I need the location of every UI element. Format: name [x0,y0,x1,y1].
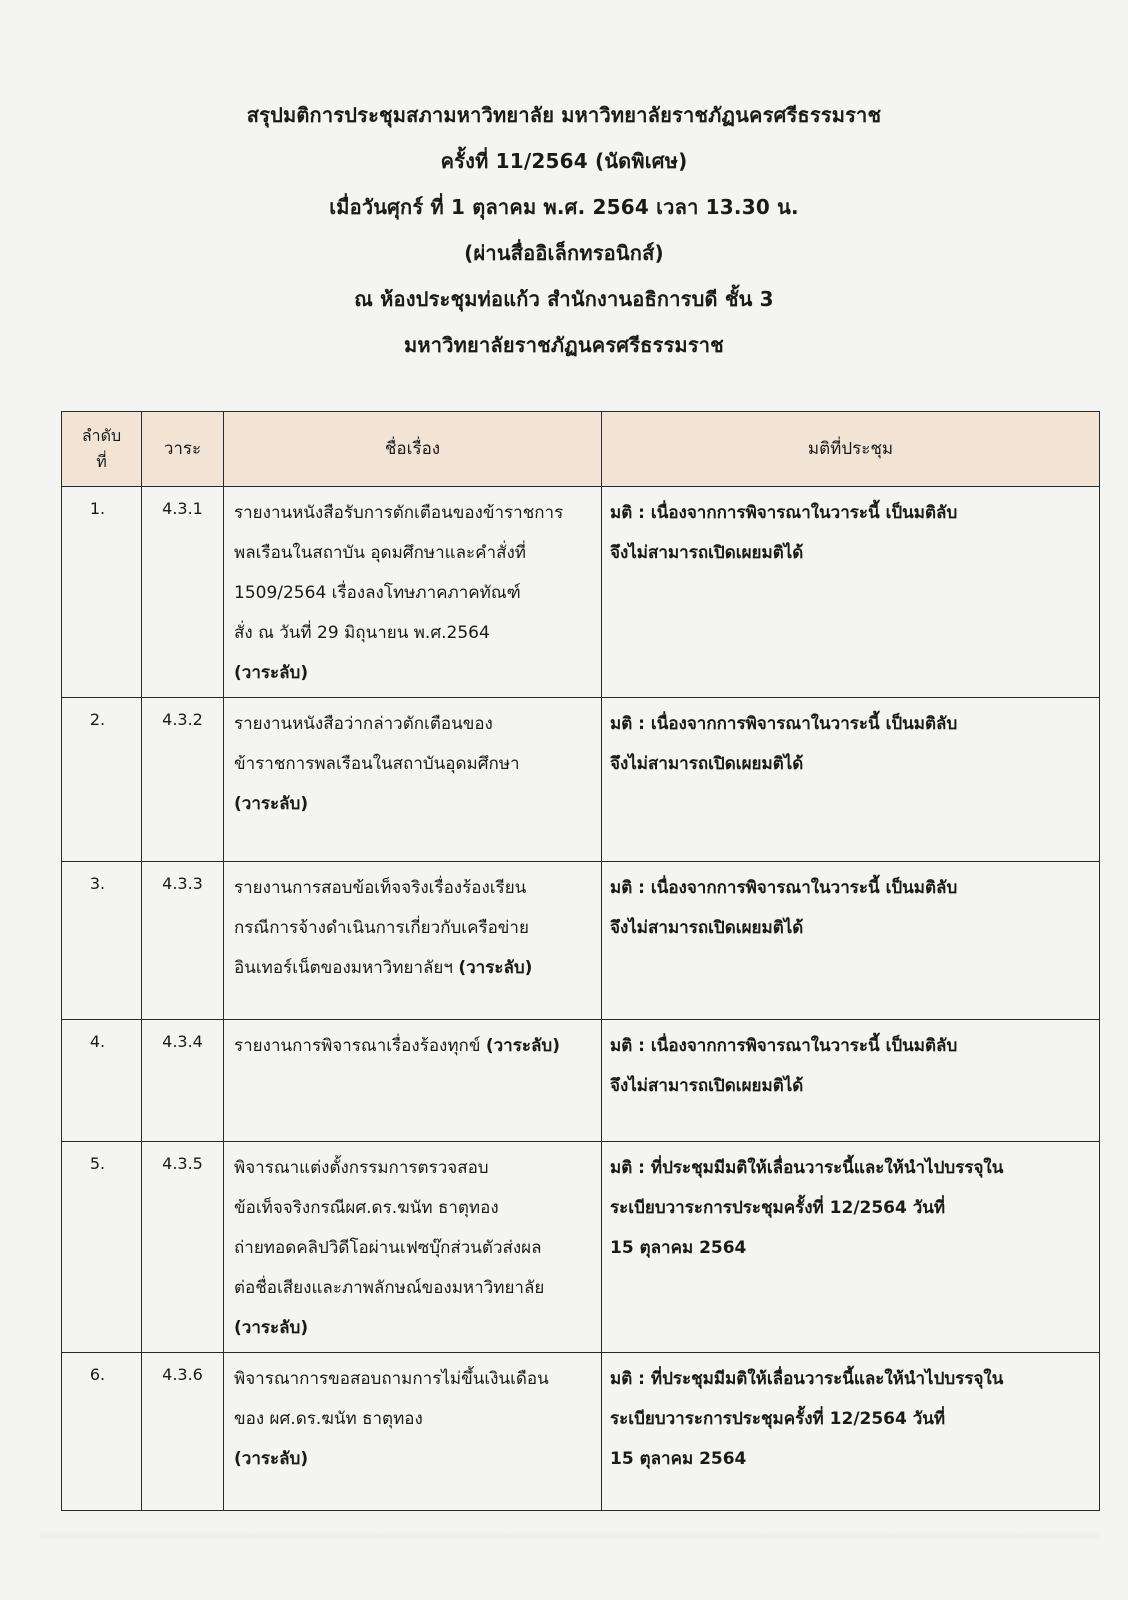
cell-order: 4. [62,1020,142,1142]
table-row [62,487,1100,698]
resolution-line: มติ : ที่ประชุมมีมติให้เลื่อนวาระนี้และให้นำไปบรรจุใน [610,1158,1004,1178]
secret-agenda-tag: (วาระลับ) [234,1318,309,1338]
header-title: ชื่อเรื่อง [224,412,602,487]
resolution-line: จึงไม่สามารถเปิดเผยมติได้ [610,918,804,938]
table-row [62,698,1100,862]
header-order-line1: ลำดับ [81,426,122,445]
title-line: รายงานหนังสือรับการตักเตือนของข้าราชการ [234,503,564,523]
table-row [62,862,1100,1020]
cell-agenda: 4.3.5 [142,1142,224,1353]
secret-agenda-tag: (วาระลับ) [234,1449,309,1469]
header-line-1: สรุปมติการประชุมสภามหาวิทยาลัย มหาวิทยาลัยราชภัฏนครศรีธรรมราช [246,103,882,127]
resolution-line: จึงไม่สามารถเปิดเผยมติได้ [610,1076,804,1096]
resolution-line: จึงไม่สามารถเปิดเผยมติได้ [610,754,804,774]
cell-agenda: 4.3.6 [142,1353,224,1511]
secret-agenda-tag: (วาระลับ) [485,1036,560,1056]
title-line: 1509/2564 เรื่องลงโทษภาคภาคทัณฑ์ [234,583,521,603]
resolution-line: 15 ตุลาคม 2564 [610,1238,747,1258]
table-body [62,487,1100,1511]
cell-resolution [602,1020,1100,1142]
header-agenda: วาระ [142,412,224,487]
cell-resolution [602,698,1100,862]
header-line-4: (ผ่านสื่ออิเล็กทรอนิกส์) [464,241,664,265]
cell-agenda: 4.3.2 [142,698,224,862]
cell-agenda: 4.3.1 [142,487,224,698]
cell-resolution [602,862,1100,1020]
header-line-6: มหาวิทยาลัยราชภัฏนครศรีธรรมราช [404,333,724,357]
title-line: รายงานการสอบข้อเท็จจริงเรื่องร้องเรียน [234,878,527,898]
minutes-table [61,411,1100,1511]
title-line: ข้อเท็จจริงกรณีผศ.ดร.ฆนัท ธาตุทอง [234,1198,499,1218]
header-line-2: ครั้งที่ 11/2564 (นัดพิเศษ) [440,149,688,173]
cell-order: 1. [62,487,142,698]
resolution-line: มติ : ที่ประชุมมีมติให้เลื่อนวาระนี้และให้นำไปบรรจุใน [610,1369,1004,1389]
table-row [62,1020,1100,1142]
secret-agenda-tag: (วาระลับ) [234,794,309,814]
header-order-line2: ที่ [96,452,107,471]
cell-order: 2. [62,698,142,862]
table-row [62,1142,1100,1353]
resolution-line: ระเบียบวาระการประชุมครั้งที่ 12/2564 วันที่ [610,1409,946,1429]
title-line: ถ่ายทอดคลิปวิดีโอผ่านเฟซบุ๊กส่วนตัวส่งผล [234,1238,542,1258]
document-header [0,92,1128,368]
cell-resolution [602,1142,1100,1353]
title-line: พลเรือนในสถาบัน อุดมศึกษาและคำสั่งที่ [234,543,526,563]
title-line: สั่ง ณ วันที่ 29 มิถุนายน พ.ศ.2564 [234,623,490,643]
resolution-line: จึงไม่สามารถเปิดเผยมติได้ [610,543,804,563]
header-line-5: ณ ห้องประชุมท่อแก้ว สำนักงานอธิการบดี ชั้น 3 [354,287,774,311]
secret-agenda-tag: (วาระลับ) [458,958,533,978]
title-line: พิจารณาการขอสอบถามการไม่ขึ้นเงินเดือน [234,1369,549,1389]
cell-resolution [602,487,1100,698]
cell-order: 3. [62,862,142,1020]
resolution-line: มติ : เนื่องจากการพิจารณาในวาระนี้ เป็นมติลับ [610,503,958,523]
resolution-line: 15 ตุลาคม 2564 [610,1449,747,1469]
title-line: ต่อชื่อเสียงและภาพลักษณ์ของมหาวิทยาลัย [234,1278,545,1298]
secret-agenda-tag: (วาระลับ) [234,663,309,683]
cell-order: 6. [62,1353,142,1511]
title-line: ของ ผศ.ดร.ฆนัท ธาตุทอง [234,1409,423,1429]
title-line: รายงานการพิจารณาเรื่องร้องทุกข์ [234,1036,481,1056]
cell-title [224,487,602,698]
cell-title [224,1142,602,1353]
cell-title [224,698,602,862]
cell-resolution [602,1353,1100,1511]
cell-order: 5. [62,1142,142,1353]
header-order [62,412,142,487]
scan-smudge [40,1530,1100,1542]
cell-title [224,1020,602,1142]
resolution-line: มติ : เนื่องจากการพิจารณาในวาระนี้ เป็นมติลับ [610,1036,958,1056]
resolution-line: มติ : เนื่องจากการพิจารณาในวาระนี้ เป็นมติลับ [610,714,958,734]
cell-title [224,862,602,1020]
header-resolution: มติที่ประชุม [602,412,1100,487]
title-line: ข้าราชการพลเรือนในสถาบันอุดมศึกษา [234,754,520,774]
resolution-line: มติ : เนื่องจากการพิจารณาในวาระนี้ เป็นมติลับ [610,878,958,898]
table-header-row [62,412,1100,487]
cell-title [224,1353,602,1511]
table-row [62,1353,1100,1511]
header-line-3: เมื่อวันศุกร์ ที่ 1 ตุลาคม พ.ศ. 2564 เวลา 13.30 น. [329,195,799,219]
cell-agenda: 4.3.3 [142,862,224,1020]
title-line: อินเทอร์เน็ตของมหาวิทยาลัยฯ [234,958,453,978]
title-line: รายงานหนังสือว่ากล่าวตักเตือนของ [234,714,493,734]
cell-agenda: 4.3.4 [142,1020,224,1142]
title-line: พิจารณาแต่งตั้งกรรมการตรวจสอบ [234,1158,489,1178]
resolution-line: ระเบียบวาระการประชุมครั้งที่ 12/2564 วันที่ [610,1198,946,1218]
title-line: กรณีการจ้างดำเนินการเกี่ยวกับเครือข่าย [234,918,529,938]
